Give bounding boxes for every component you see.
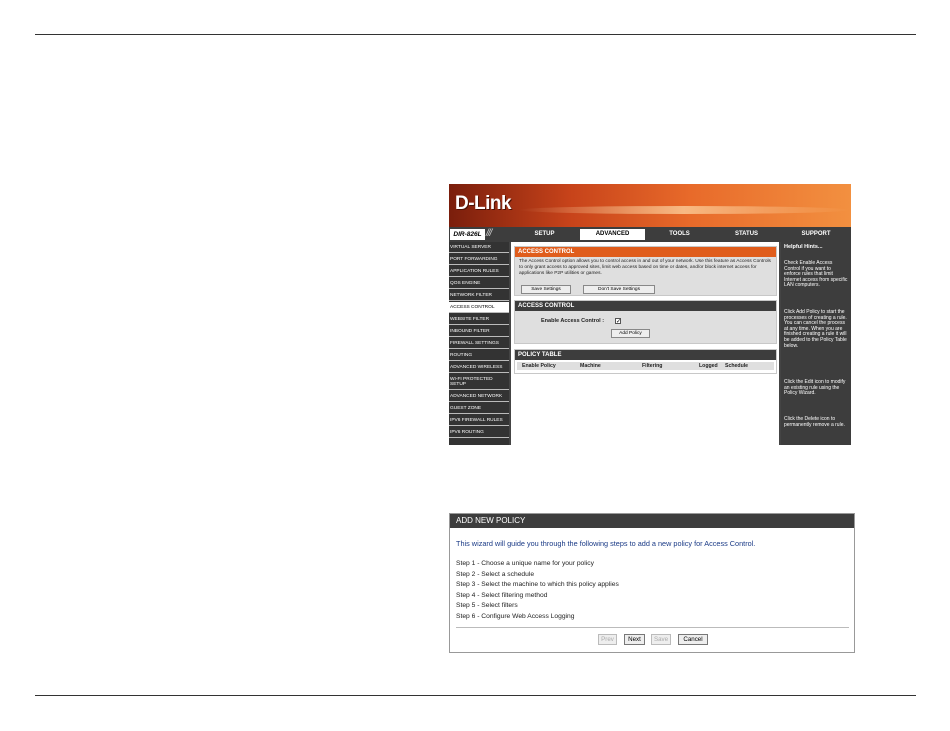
banner-light-streak: [519, 206, 849, 214]
nav-qos-engine[interactable]: QOS ENGINE: [449, 278, 509, 289]
nav-inbound-filter[interactable]: INBOUND FILTER: [449, 326, 509, 337]
tab-status[interactable]: STATUS: [734, 231, 759, 237]
wizard-title: ADD NEW POLICY: [450, 514, 854, 528]
nav-port-forwarding[interactable]: PORT FORWARDING: [449, 254, 509, 265]
col-schedule: Schedule: [725, 363, 749, 369]
hints-title: Helpful Hints...: [784, 244, 823, 250]
enable-access-control-checkbox[interactable]: ✓: [616, 319, 622, 325]
hint-enable-access-control: Check Enable Access Control if you want to enforce rules that limit Internet access from specific LAN computers.: [784, 260, 848, 289]
add-new-policy-wizard: [449, 513, 855, 653]
helpful-hints-panel: [781, 242, 851, 445]
nav-guest-zone[interactable]: GUEST ZONE: [449, 403, 509, 414]
col-enable-policy: Enable Policy: [522, 363, 556, 369]
policy-table-title: POLICY TABLE: [515, 350, 776, 360]
wizard-separator: [456, 627, 849, 628]
left-nav: [449, 242, 509, 445]
hint-delete: Click the Delete icon to permanently remove a rule.: [784, 416, 845, 428]
col-machine: Machine: [580, 363, 601, 369]
wizard-step-2: Step 2 - Select a schedule: [456, 571, 535, 578]
nav-firewall-settings[interactable]: FIREWALL SETTINGS: [449, 338, 509, 349]
access-control-title: ACCESS CONTROL: [515, 247, 776, 257]
col-filtering: Filtering: [642, 363, 663, 369]
tab-advanced[interactable]: ADVANCED: [580, 229, 645, 240]
bottom-divider: [35, 695, 916, 696]
nav-application-rules[interactable]: APPLICATION RULES: [449, 266, 509, 277]
nav-website-filter[interactable]: WEBSITE FILTER: [449, 314, 509, 325]
dont-save-settings-button[interactable]: Don't Save Settings: [583, 285, 655, 294]
wizard-step-5: Step 5 - Select filters: [456, 602, 518, 609]
access-control-description: The Access Control option allows you to control access in and out of your network. Use this feature as Access Controls to only grant access to approved sites, limit web access based on time or dates, and/or block internet access for applications like P2P utilities or games.: [519, 259, 771, 276]
nav-network-filter[interactable]: NETWORK FILTER: [449, 290, 509, 301]
hint-add-policy: Click Add Policy to start the processes of creating a rule. You can cancel the process at any time. When you are finished creating a rule it will be added to the Policy Table below.: [784, 309, 847, 349]
policy-table-section: [514, 349, 777, 374]
tab-support[interactable]: SUPPORT: [801, 231, 831, 237]
cancel-button[interactable]: Cancel: [678, 634, 708, 645]
wizard-step-6: Step 6 - Configure Web Access Logging: [456, 613, 575, 620]
top-divider: [35, 34, 916, 35]
save-button[interactable]: Save: [651, 634, 671, 645]
nav-routing[interactable]: ROUTING: [449, 350, 509, 361]
router-admin-screenshot: [449, 184, 851, 445]
save-settings-button[interactable]: Save Settings: [521, 285, 571, 294]
nav-ipv6-routing[interactable]: IPV6 ROUTING: [449, 427, 509, 438]
access-control-section-title: ACCESS CONTROL: [515, 301, 776, 311]
next-button[interactable]: Next: [624, 634, 645, 645]
access-control-section: [514, 300, 777, 344]
header-banner: [449, 184, 851, 227]
nav-wifi-protected-setup[interactable]: WI-FI PROTECTED SETUP: [449, 374, 509, 390]
policy-table-header: [517, 362, 774, 370]
nav-virtual-server[interactable]: VIRTUAL SERVER: [449, 242, 509, 253]
nav-advanced-network[interactable]: ADVANCED NETWORK: [449, 391, 509, 402]
add-policy-button[interactable]: Add Policy: [611, 329, 650, 338]
prev-button[interactable]: Prev: [598, 634, 617, 645]
wizard-step-4: Step 4 - Select filtering method: [456, 592, 548, 599]
main-content: [511, 242, 779, 445]
enable-access-control-label: Enable Access Control :: [541, 318, 605, 324]
nav-advanced-wireless[interactable]: ADVANCED WIRELESS: [449, 362, 509, 373]
hint-edit: Click the Edit icon to modify an existing rule using the Policy Wizard.: [784, 379, 846, 397]
col-logged: Logged: [699, 363, 718, 369]
access-control-intro-box: [514, 246, 777, 296]
wizard-intro: This wizard will guide you through the following steps to add a new policy for Access Control.: [456, 539, 756, 548]
top-nav: [449, 227, 851, 242]
wizard-step-3: Step 3 - Select the machine to which this policy applies: [456, 581, 619, 588]
slash-decoration: ///: [486, 228, 492, 239]
wizard-step-1: Step 1 - Choose a unique name for your policy: [456, 560, 594, 567]
nav-access-control[interactable]: ACCESS CONTROL: [449, 302, 509, 313]
tab-tools[interactable]: TOOLS: [669, 231, 690, 237]
nav-ipv6-firewall-rules[interactable]: IPV6 FIREWALL RULES: [449, 415, 509, 426]
model-label: DIR-826L: [450, 229, 485, 240]
tab-setup[interactable]: SETUP: [534, 231, 555, 237]
dlink-logo: D-Link: [455, 193, 512, 214]
